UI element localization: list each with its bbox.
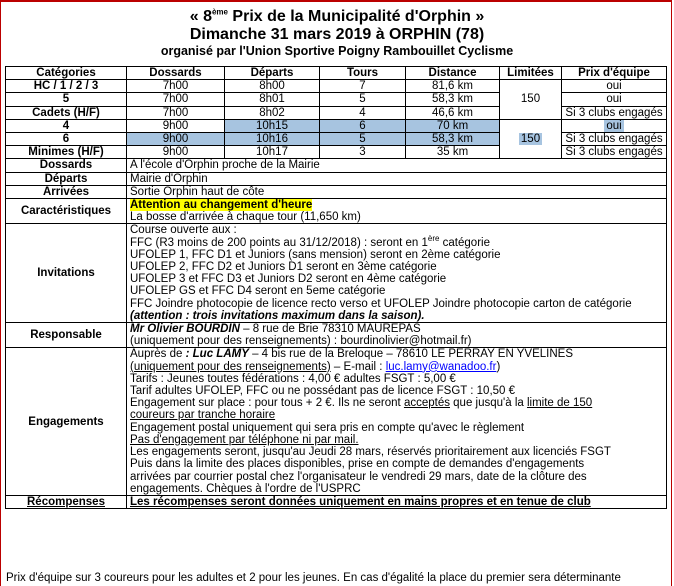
col-header: Distance bbox=[406, 67, 500, 80]
depart-cell: 10h16 bbox=[225, 133, 320, 146]
info-row-caracteristiques bbox=[6, 199, 667, 224]
info-row-recompenses bbox=[6, 495, 667, 508]
race-info-table bbox=[5, 66, 667, 509]
tours-cell: 3 bbox=[320, 146, 406, 159]
organizer: organisé par l'Union Sportive Poigny Rambouillet Cyclisme bbox=[160, 44, 514, 58]
tours-cell: 4 bbox=[320, 106, 406, 119]
row-label: Dossards bbox=[6, 159, 127, 172]
distance-cell: 35 km bbox=[406, 146, 500, 159]
row-label: Départs bbox=[6, 172, 127, 185]
footer-note: Prix d'équipe sur 3 coureurs pour les adultes et 2 pour les jeunes. En cas d'égalité la place du premier sera déterminante bbox=[6, 572, 621, 584]
row-value: A l'école d'Orphin proche de la Mairie bbox=[127, 159, 667, 172]
category-cell: HC / 1 / 2 / 3 bbox=[6, 80, 127, 93]
invitation-line: UFOLEP 2, FFC D2 et Juniors D1 seront en 3ème catégorie bbox=[130, 261, 437, 274]
prix-cell bbox=[562, 119, 667, 132]
prix-value: oui bbox=[606, 119, 622, 132]
category-cell: Cadets (H/F) bbox=[6, 106, 127, 119]
row-value: Les récompenses seront données uniquement en mains propres et en tenue de club bbox=[127, 495, 667, 508]
limit-cell: 150 bbox=[500, 80, 562, 120]
row-value bbox=[127, 323, 667, 348]
row-label: Récompenses bbox=[6, 495, 127, 508]
table-row bbox=[6, 133, 667, 146]
distance-cell: 81,6 km bbox=[406, 80, 500, 93]
distance-cell: 58,3 km bbox=[406, 133, 500, 146]
table-row bbox=[6, 93, 667, 106]
category-cell: Minimes (H/F) bbox=[6, 146, 127, 159]
col-header: Prix d'équipe bbox=[562, 67, 667, 80]
dossard-cell: 9h00 bbox=[127, 119, 225, 132]
limit-value: 150 bbox=[520, 133, 541, 146]
tours-cell: 5 bbox=[320, 133, 406, 146]
prix-cell: Si 3 clubs engagés bbox=[562, 133, 667, 146]
info-row-invitations bbox=[6, 224, 667, 323]
depart-cell: 10h15 bbox=[225, 119, 320, 132]
dossard-cell: 9h00 bbox=[127, 133, 225, 146]
table-header-row bbox=[6, 67, 667, 80]
col-header: Catégories bbox=[6, 67, 127, 80]
invitation-line: (attention : trois invitations maximum dans la saison). bbox=[130, 309, 425, 322]
time-change-warning: Attention au changement d'heure bbox=[130, 199, 313, 212]
limit-cell bbox=[500, 119, 562, 159]
invitation-line: UFOLEP 1, FFC D1 et Juniors (sans mension) seront en 2ème catégorie bbox=[130, 248, 501, 261]
category-cell: 6 bbox=[6, 133, 127, 146]
responsable-contact: (uniquement pour des renseignements) : bourdinolivier@hotmail.fr) bbox=[130, 335, 472, 348]
distance-cell: 70 km bbox=[406, 119, 500, 132]
invitation-line: Course ouverte aux : bbox=[130, 224, 237, 237]
prix-cell: Si 3 clubs engagés bbox=[562, 146, 667, 159]
depart-cell: 8h00 bbox=[225, 80, 320, 93]
dossard-cell: 9h00 bbox=[127, 146, 225, 159]
info-row-engagements bbox=[6, 348, 667, 495]
invitation-line: FFC (R3 moins de 200 points au 31/12/2018) : seront en 1ère catégorie bbox=[130, 233, 490, 249]
row-value bbox=[127, 224, 667, 323]
table-row bbox=[6, 146, 667, 159]
info-row-arrivees bbox=[6, 185, 667, 198]
event-date: Dimanche 31 mars 2019 à ORPHIN (78) bbox=[189, 26, 485, 43]
row-value: Mairie d'Orphin bbox=[127, 172, 667, 185]
row-label: Arrivées bbox=[6, 185, 127, 198]
row-label: Invitations bbox=[6, 224, 127, 323]
category-cell: 4 bbox=[6, 119, 127, 132]
responsable-name: Mr Olivier BOURDIN bbox=[130, 323, 240, 336]
col-header: Tours bbox=[320, 67, 406, 80]
tours-cell: 7 bbox=[320, 80, 406, 93]
row-value: Auprès de : Luc LAMY – 4 bis rue de la Breloque – 78610 LE PERRAY EN YVELINES (uniquement pour des renseignements) – E-mail : luc.lamy@wanadoo.fr) Tarifs : Jeunes toutes fédérations : 4,00 € adultes FSGT : 5,00 € Tarif adultes UFOLEP, FFC ou ne possédant pas de licence FSGT : 10,50 € Engagement sur place : pour tous + 2 €. Ils ne seront acceptés que jusqu'à la limite de 150 coureurs par tranche horaire Engagement postal uniquement qui sera pris en compte qu'avec le règlement Pas d'engagement par téléphone ni par mail. Les engagements seront, jusqu'au Jeudi 28 mars, réservés prioritairement aux licenciés FSGT Puis dans la limite des places disponibles, prise en compte de demandes d'engagements arrivées par courrier postal chez l'organisateur le vendredi 29 mars, date de la clôture des engagements. Chèques à l'ordre de l'USPRC bbox=[127, 348, 667, 495]
table-row bbox=[6, 106, 667, 119]
row-value bbox=[127, 199, 667, 224]
invitation-line: FFC Joindre photocopie de licence recto verso et UFOLEP Joindre photocopie carton de catégorie bbox=[130, 297, 632, 310]
col-header: Limitées bbox=[500, 67, 562, 80]
col-header: Dossards bbox=[127, 67, 225, 80]
responsable-address: – 8 rue de Brie 78310 MAUREPAS bbox=[239, 323, 421, 336]
distance-cell: 46,6 km bbox=[406, 106, 500, 119]
info-row-dossards bbox=[6, 159, 667, 172]
depart-cell: 8h01 bbox=[225, 93, 320, 106]
info-row-responsable bbox=[6, 323, 667, 348]
invitation-line: UFOLEP GS et FFC D4 seront en 5eme catégorie bbox=[130, 285, 386, 298]
col-header: Départs bbox=[225, 67, 320, 80]
table-row bbox=[6, 80, 667, 93]
row-label: Responsable bbox=[6, 323, 127, 348]
category-cell: 5 bbox=[6, 93, 127, 106]
dossard-cell: 7h00 bbox=[127, 93, 225, 106]
tours-cell: 5 bbox=[320, 93, 406, 106]
tours-cell: 6 bbox=[320, 119, 406, 132]
row-label: Caractéristiques bbox=[6, 199, 127, 224]
climb-note: La bosse d'arrivée à chaque tour (11,650 km) bbox=[130, 211, 361, 224]
email-link[interactable]: luc.lamy@wanadoo.fr bbox=[385, 360, 497, 373]
depart-cell: 10h17 bbox=[225, 146, 320, 159]
dossard-cell: 7h00 bbox=[127, 80, 225, 93]
invitation-line: UFOLEP 3 et FFC D3 et Juniors D2 seront en 4ème catégorie bbox=[130, 273, 447, 286]
depart-cell: 8h02 bbox=[225, 106, 320, 119]
info-row-departs bbox=[6, 172, 667, 185]
row-label: Engagements bbox=[6, 348, 127, 495]
distance-cell: 58,3 km bbox=[406, 93, 500, 106]
prix-cell: oui bbox=[562, 80, 667, 93]
dossard-cell: 7h00 bbox=[127, 106, 225, 119]
row-value: Sortie Orphin haut de côte bbox=[127, 185, 667, 198]
prix-cell: oui bbox=[562, 93, 667, 106]
table-row bbox=[6, 119, 667, 132]
prix-cell: Si 3 clubs engagés bbox=[562, 106, 667, 119]
page-title: « 8ème Prix de la Municipalité d'Orphin » bbox=[189, 7, 485, 25]
